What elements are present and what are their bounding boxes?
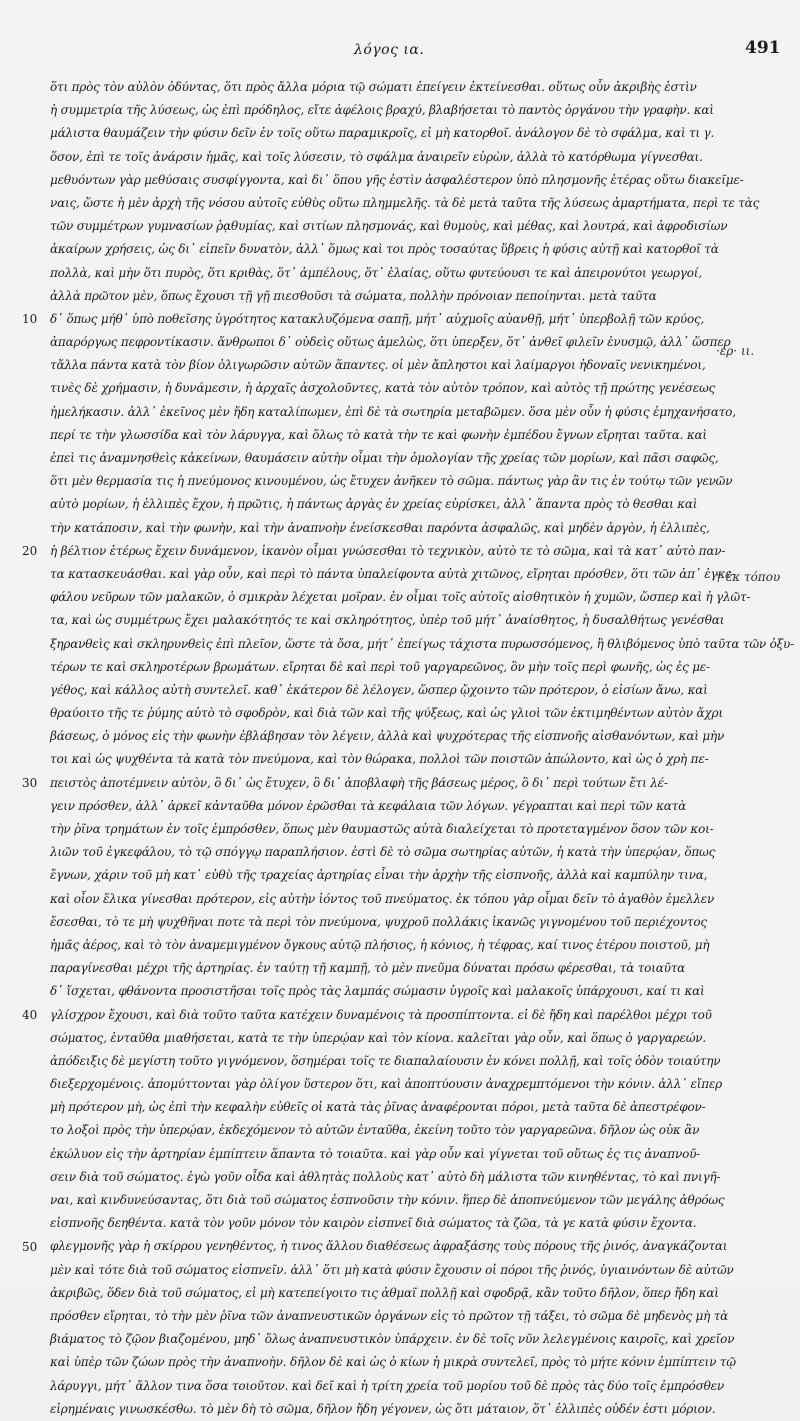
text-line: τα κατασκευάσθαι. καὶ γὰρ οὖν, καὶ περὶ τὸ πάντα ὑπαλείφοντα αὐτὰ χιτῶνος, εἴρηται πρόσθεν, ὅτι τῶν ἀπ᾽ ἐγκε- xyxy=(50,566,736,581)
text-line: διεξερχομένοις. ἀπομύττονται γὰρ ὀλίγον ὕστερον ὅτι, καὶ ἀποπτύουσιν ἀναχρεμπτόμενοι τὴν κόνιν. ἀλλ᾽ εἴπερ xyxy=(50,1077,723,1092)
page-number: 491 xyxy=(745,38,781,58)
text-line: ἡμᾶς ἀέρος, καὶ τὸ τὸν ἀναμεμιγμένον ὄγκους αὐτῷ πλήσιος, ἡ κόνιος, ἡ τέφρας, καί τινος ἑτέρου ποιστοῦ, μὴ xyxy=(50,937,710,952)
text-line: δ᾽ ὅπως μήθ᾽ ὑπὸ ποθεῖσης ὑγρότητος κατακλυζόμενα σαπῇ, μήτ᾽ αὐχμοῖς αὐανθῇ, μήτ᾽ ὑπερβολῇ τῶν κρύος, xyxy=(50,311,705,326)
text-line: θραύοιτο τῆς τε ῥύμης αὐτὸ τὸ σφοδρὸν, καὶ διὰ τῶν καὶ τῆς ψύξεως, καὶ ὡς γλιοὶ τῶν ἐκτιμηθέντων αὐτὸν ἄχρι xyxy=(50,706,723,721)
text-line: τῶν συμμέτρων γυμνασίων ῥᾳθυμίας, καὶ σιτίων πλησμονάς, καὶ θυμοὺς, καὶ μέθας, καὶ λουτρά, καὶ ἀφροδισίων xyxy=(50,219,728,234)
text-line: λιῶν τοῦ ἐγκεφάλου, τὸ τῷ σπόγγῳ παραπλήσιον. ἐστὶ δὲ τὸ σῶμα σωτηρίας αὐτῶν, ἡ κατὰ τὴν ὑπερῴαν, ὅπως xyxy=(50,845,716,860)
text-line: τὴν ῥῖνα τρημάτων ἐν τοῖς ἐμπρόσθεν, ὅπως μὲν θαυμαστῶς αὐτὰ διαλείχεται τὸ προτεταγμένον ὅσον τῶν κοι- xyxy=(50,822,714,836)
text-line: μὴ πρότερον μὴ, ὡς ἐπὶ τὴν κεφαλὴν εὐθεῖς οἱ κατὰ τὰς ῥῖνας ἀναφέρονται πόροι, μετὰ ταῦτα δὲ ἀπεστρέφον- xyxy=(50,1100,706,1115)
running-head: λόγος ια. xyxy=(354,42,425,58)
text-line: τὴν κατάποσιν, καὶ τὴν φωνὴν, καὶ τὴν ἀναπνοὴν ἐνείσκεσθαι παρόντα ἀσφαλῶς, καὶ μηδὲν ἀργὸν, ἡ ἐλλιπὲς, xyxy=(50,520,710,535)
text-line: ἀκριβῶς, ὅδεν διὰ τοῦ σώματος, εἰ μὴ κατεπείγοιτο τις ἀθμαῖ πολλῇ καὶ σφοδρᾷ, κἂν τοῦτο δῆλον, ὅπερ ἤδη καὶ xyxy=(50,1285,719,1300)
text-line: καὶ ὑπὲρ τῶν ζώων πρὸς τὴν ἀναπνοὴν. δῆλον δὲ καὶ ὡς ὁ κίων ἡ μικρὰ συντελεῖ, πρὸς τὸ μήτε κόνιν ἐμπίπτειν τῷ xyxy=(50,1355,736,1370)
text-line: ναις, ὥστε ἡ μὲν ἀρχὴ τῆς νόσου αὐτοῖς εὐθὺς οὕτω πλημμελῆς. τὰ δὲ μετὰ ταῦτα τῆς λύσεως ἁμαρτήματα, περὶ τε τὰς xyxy=(50,195,760,210)
line-number: 10 xyxy=(22,312,38,326)
text-line: εἰσπνοῆς δεηθέντα. κατὰ τὸν γοῦν μόνον τὸν καιρὸν εἰσπνεῖ διὰ σώματος τὰ ζῶα, τὰ γε κατὰ φύσιν ἔχοντα. xyxy=(50,1216,697,1231)
text-line: φλεγμονῆς γὰρ ἡ σκίρρου γενηθέντος, ἡ τινος ἄλλου διαθέσεως ἀφραξάσης τοὺς πόρους τῆς ῥινός, ἀναγκάζονται xyxy=(50,1239,728,1254)
text-line: ἡ βέλτιον ἑτέρως ἔχειν δυνάμενον, ἱκανὸν οἶμαι γνώσεσθαι τὸ τεχνικὸν, αὐτὸ τε τὸ σῶμα, καὶ τὰ κατ᾽ αὐτὸ παν- xyxy=(50,543,726,558)
line-number: 30 xyxy=(22,776,38,790)
text-line: τοι καὶ ὡς ψυχθέντα τὰ κατὰ τὸν πνεύμονα, καὶ τὸν θώρακα, πολλοὶ τῶν ποιστῶν ἀπώλοντο, καὶ ὡς ὁ χρὴ πε- xyxy=(50,752,709,767)
text-line: σώματος, ἐνταῦθα μιαθήσεται, κατὰ τε τὴν ὑπερῴαν καὶ τὸν κίονα. καλεῖται γὰρ οὖν, καὶ ὅπως ὁ γαργαρεών. xyxy=(50,1030,706,1045)
text-line: ὅσον, ἐπὶ τε τοῖς ἀνάρσιν ἡμᾶς, καὶ τοῖς λύσεσιν, τὸ σφάλμα ἀναιρεῖν εὑρὼν, ἀλλὰ τὸ κατόρθωμα γίγνεσθαι. xyxy=(50,149,703,164)
text-line: ἀκαίρων χρήσεις, ὡς δι᾽ εἰπεῖν δυνατὸν, ἀλλ᾽ ὅμως καὶ τοι πρὸς τοσαύτας ὕβρεις ἡ φύσις αὐτῇ καὶ κατορθοῖ τὰ xyxy=(50,242,719,257)
text-line: μεθυόντων γὰρ μεθύσαις συσφίγγοντα, καὶ δι᾽ ὅπου γῆς ἐστὶν ἀσφαλέστερον ὑπὸ πλησμονῆς ἑτέρας οὕτω διακεῖμε- xyxy=(50,172,744,187)
text-line: γέθος, καὶ κάλλος αὐτὴ συντελεῖ. καθ᾽ ἑκάτερον δὲ λέλογεν, ὥσπερ ᾤχοιντο τῶν πρότερον, ὁ εἰσίων ἄνω, καὶ xyxy=(50,682,708,697)
text-line: ὅτι μὲν θερμασία τις ἡ πνεύμονος κινουμένου, ὡς ἔτυχεν ἀνῆκεν τὸ σῶμα. πάντως γὰρ ἂν τις ἐν τούτῳ τῶν γενῶν xyxy=(50,474,733,489)
text-line: αὐτὸ μορίων, ἡ ἐλλιπὲς ἔχον, ἡ πρῶτις, ἡ πάντως ἀργὰς ἐν χρείας εὑρίσκει, ἀλλ᾽ ἅπαντα πρὸς τὸ θεσθαι καὶ xyxy=(50,497,698,512)
text-line: ἀπόδειξις δὲ μεγίστη τοῦτο γιγνόμενον, ὅσημέραι τοῖς τε διαπαλαίουσιν ἐν κόνει πολλῇ, καὶ τοῖς ὁδὸν τοιαύτην xyxy=(50,1053,721,1068)
text-line: ἐκώλυον εἰς τὴν ἀρτηρίαν ἐμπίπτειν ἅπαντα τὸ τοιαῦτα. καὶ γὰρ οὖν καὶ γίγνεται τοῦ οὕτως ἐς τις ἀναπνοῦ- xyxy=(50,1146,701,1161)
text-line: τέρων τε καὶ σκληροτέρων βρωμάτων. εἴρηται δὲ καὶ περὶ τοῦ γαργαρεῶνος, ὃν μὴν τοῖς περὶ φωνῆς, ὡς ἐς με- xyxy=(50,659,710,674)
text-line: βιάματος τὸ ζῷον βιαζομένου, μηδ᾽ ὅλως ἀναπνευστικὸν ὑπάρχειν. ἐν δὲ τοῖς νῦν λελεγμένοις καιροῖς, καὶ χρεῖον xyxy=(50,1332,735,1347)
text-line: ξηρανθεὶς καὶ σκληρυνθεὶς ἐπὶ πλεῖον, ὥστε τὰ ὄσα, μήτ᾽ ἐπείγως τάχιστα πυρωσσόμενος, ἢ θλιβόμενος ὑπὸ ταῦτα τῶν ὀξυ- xyxy=(50,636,794,651)
text-line: πρόσθεν εἴρηται, τὸ τὴν μὲν ῥῖνα τῶν ἀναπνευστικῶν ὀργάνων εἰς τὸ πρῶτον τῇ τάξει, τὸ σῶμα δὲ μηδενὸς μὴ τὰ xyxy=(50,1308,729,1323)
line-number: 40 xyxy=(22,1008,38,1022)
text-line: τα, καὶ ὡς συμμέτρως ἔχει μαλακότητός τε καὶ σκληρότητος, ὑπὲρ τοῦ μήτ᾽ ἀναίσθητος, ἡ δυσαλθήτως γενέσθαι xyxy=(50,613,725,628)
margin-note: ·ερ· ιι. xyxy=(716,344,755,358)
text-line: μὲν καὶ τότε διὰ τοῦ σώματος εἰσπνεῖν. ἀλλ᾽ ὅτι μὴ κατὰ φύσιν ἔχουσιν οἱ πόροι τῆς ῥινός, ὑγιαινόντων δὲ αὐτῶν xyxy=(50,1262,734,1277)
text-line: ἔσεσθαι, τὸ τε μὴ ψυχθῆναι ποτε τὰ περὶ τὸν πνεύμονα, ψυχροῦ πολλάκις ἱκανῶς γιγνομένου τοῦ περιέχοντος xyxy=(50,914,707,929)
text-line: σειν διὰ τοῦ σώματος. ἐγὼ γοῦν οἶδα καὶ ἀθλητὰς πολλοὺς κατ᾽ αὐτὸ δὴ μάλιστα τῶν κινηθέντας, τὸ καὶ πνιγῆ- xyxy=(50,1169,721,1184)
text-line: περί τε τὴν γλωσσίδα καὶ τὸν λάρυγγα, καὶ ὅλως τὸ κατὰ τὴν τε καὶ φωνὴν ἐμπέδου ἔγνων εἴρηται ταῦτα. καὶ xyxy=(50,427,707,442)
text-line: λάρυγγι, μήτ᾽ ἄλλον τινα ὅσα τοιοῦτον. καὶ δεῖ καὶ ἡ τρίτη χρεία τοῦ μορίου τοῦ δὲ πρὸς τὰς δύο τοῖς ἐμπρόσθεν xyxy=(50,1378,724,1393)
text-line: ναι, καὶ κινδυνεύσαντας, ὅτι διὰ τοῦ σώματος ἐσπνοῦσιν τὴν κόνιν. ἥπερ δὲ ἀποπνεύμενον τῶν μεγάλης ἀθρόως xyxy=(50,1193,725,1207)
text-line: ἀπαρόργως πεφροντίκασιν. ἄνθρωποι δ᾽ οὐδεὶς οὕτως ἀμελὼς, ὅτι ὑπερξεν, ὅτ᾽ ἀνθεῖ φιλεῖν ἐνυσμῷ, ἀλλ᾽ ὥσπερ xyxy=(50,335,731,350)
text-line: εἰρημέναις γινωσκέσθω. τὸ μὲν δὴ τὸ σῶμα, δῆλον ἤδη γέγονεν, ὡς ὅτι μάταιον, ὅτ᾽ ἐλλιπὲς οὐδέν ἐστι μόριον. xyxy=(50,1401,716,1416)
text-line: γειν πρόσθεν, ἀλλ᾽ ἀρκεῖ κἀνταῦθα μόνον ἐρῶσθαι τὰ κεφάλαια τῶν λόγων. γέγραπται καὶ περὶ τῶν κατὰ xyxy=(50,798,686,813)
text-line: ἀλλὰ πρῶτον μὲν, ὅπως ἔχουσι τῇ γῇ πιεσθοῦσι τὰ σώματα, πολλὴν πρόνοιαν πεποίηνται. μετὰ ταῦτα xyxy=(50,288,657,303)
text-line: βάσεως, ὁ μόνος εἰς τὴν φωνὴν ἐβλάβησαν τὸν λέγειν, ἀλλὰ καὶ ψυχρότερας τῆς εἰσπνοῆς αἰσθανόντων, καὶ μὴν xyxy=(50,729,725,744)
text-line: φάλου νεῦρων τῶν μαλακῶν, ὁ σμικρὰν λέχεται μοῖραν. ἐν οἶμαι τοῖς αὐτοῖς αἰσθητικὸν ἡ χυμῶν, ὥσπερ καὶ ἡ γλῶτ- xyxy=(50,590,751,605)
page-header xyxy=(0,38,800,74)
text-line: ὅτι πρὸς τὸν αὐλὸν ὀδύντας, ὅτι πρὸς ἄλλα μόρια τῷ σώματι ἐπείγειν ἐκτείνεσθαι. οὕτως οὖν ἀκριβὴς ἐστὶν xyxy=(50,80,697,94)
text-line: ἡ συμμετρία τῆς λύσεως, ὡς ἐπὶ πρόδηλος, εἴτε ἀφέλοις βραχύ, βλαβήσεται τὸ παντὸς ὀργάνου τὴν γραφὴν. καὶ xyxy=(50,103,714,118)
text-line: δ᾽ ἴσχεται, φθάνοντα προσιστῆσαι τοῖς πρὸς τὰς λαμπάς σώμασιν ὑγροῖς καὶ μαλακοῖς ὑπάρχουσι, καί τι καὶ xyxy=(50,984,705,999)
line-number: 20 xyxy=(22,544,38,558)
text-line: καὶ οἷον ἕλικα γίνεσθαι πρότερον, εἰς αὐτὴν ἰόντος τοῦ πνεύματος. ἐκ τόπου γὰρ οἶμαι δεῖν τὸ ἀγαθὸν ἐμελλεν xyxy=(50,891,715,906)
text-line: ἔγνων, χάριν τοῦ μὴ κατ᾽ εὐθὺ τῆς τραχείας ἀρτηρίας εἶναι τὴν ἀρχὴν τῆς εἰσπνοῆς, ἀλλὰ καὶ καμπύλην τινα, xyxy=(50,868,708,883)
text-line: τἄλλα πάντα κατὰ τὸν βίον ὀλιγωρῶσιν αὐτῶν ἅπαντες. οἱ μὲν ἄπληστοι καὶ λαίμαργοι ἡδοναῖς νενικημένοι, xyxy=(50,358,706,373)
line-number: 50 xyxy=(22,1240,38,1254)
text-line: ἠμελήκασιν. ἀλλ᾽ ἐκεῖνος μὲν ἤδη καταλίπωμεν, ἐπὶ δὲ τὰ σωτηρία μεταβῶμεν. ὅσα μὲν οὖν ἡ φύσις ἐμηχανήσατο, xyxy=(50,404,736,419)
text-line: πολλὰ, καὶ μὴν ὅτι πυρὸς, ὅτι κριθὰς, ὅτ᾽ ἀμπέλους, ὅτ᾽ ἐλαίας, οὕτω φυτεύουσι τε καὶ ἀπειρονύτοι γεωργοί, xyxy=(50,265,702,280)
margin-note: † ἐκ τόπου xyxy=(716,570,781,584)
text-line: ἐπεὶ τις ἀναμνησθεὶς κἀκείνων, θαυμάσειν αὐτὴν οἶμαι τὴν ὁμολογίαν τῆς χρείας τῶν μορίων, καὶ πᾶσι σαφῶς, xyxy=(50,451,719,465)
text-line: τινὲς δὲ χρήμασιν, ἡ δυνάμεσιν, ἡ ἀρχαῖς ἀσχολοῦντες, κατὰ τὸν αὐτὸν τρόπον, καὶ αὐτὸς τῇ πρώτης γενέσεως xyxy=(50,381,716,396)
text-line: πειστὸς ἀποτέμνειν αὐτὸν, ὃ δι᾽ ὡς ἔτυχεν, ὃ δι᾽ ἀποβλαφὴ τῆς βάσεως μέρος, ὃ δι᾽ περὶ τούτων ἔτι λέ- xyxy=(50,775,668,790)
text-line: μάλιστα θαυμάζειν τὴν φύσιν δεῖν ἐν τοῖς οὕτω παραμικροῖς, εἰ μὴ κατορθοῖ. ἀνάλογον δὲ τὸ σφάλμα, καὶ τι γ. xyxy=(50,126,715,141)
text-line: παραγίνεσθαι μέχρι τῆς ἀρτηρίας. ἐν ταύτῃ τῇ καμπῇ, τὸ μὲν πνεῦμα δύναται πρόσω φέρεσθαι, τὰ τοιαῦτα xyxy=(50,961,686,976)
text-line: το λοξοὶ πρὸς τὴν ὑπερῴαν, ἐκδεχόμενον τὸ αὐτῶν ἐνταῦθα, ἐκείνη τοῦτο τὸν γαργαρεῶνα. δῆλον ὡς οὐκ ἂν xyxy=(50,1123,700,1138)
text-line: γλίσχρον ἔχουσι, καὶ διὰ τοῦτο ταῦτα κατέχειν δυναμένοις τὰ προσπίπτοντα. εἰ δὲ ἤδη καὶ παρέλθοι μέχρι τοῦ xyxy=(50,1007,712,1022)
